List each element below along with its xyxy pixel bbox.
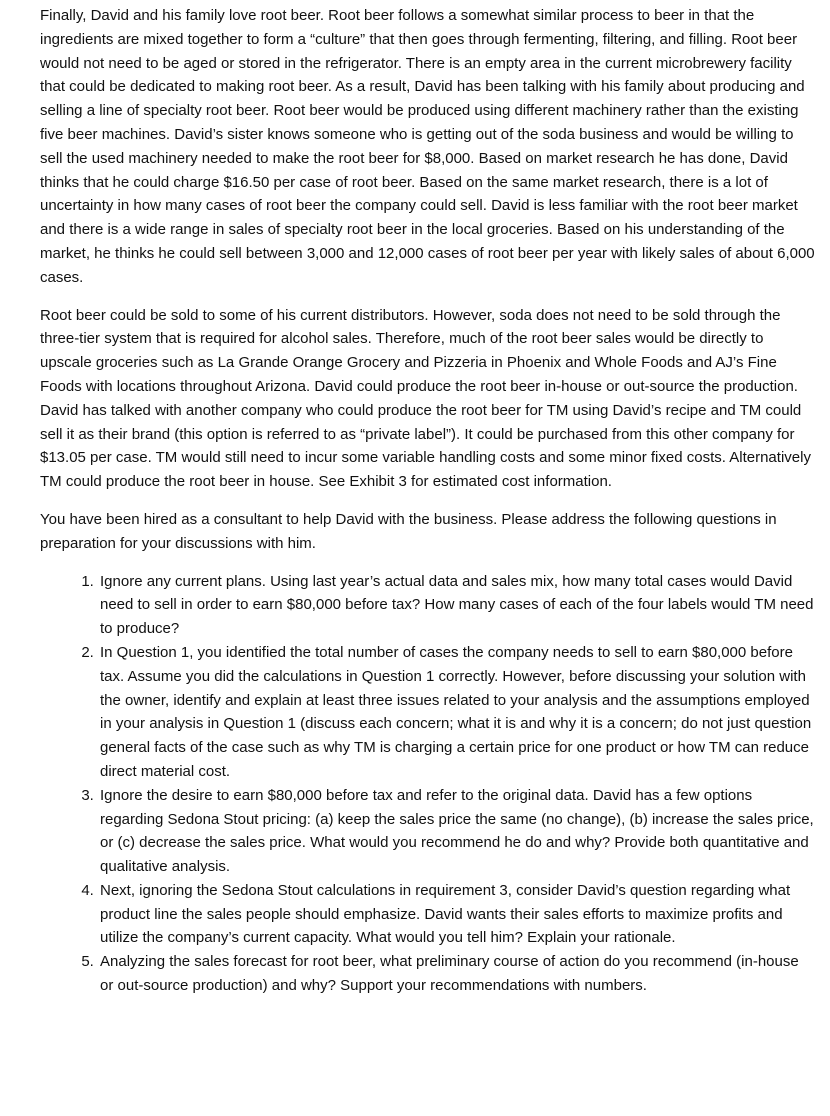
question-item: 2. In Question 1, you identified the total number of cases the company needs to sell to earn $80,000 before tax. Assume you did the calculations in Question 1 correctly. However, before discussing your solution with the owner, identify and explain at least three issues related to your analysis and the assumptions employed in your analysis in Question 1 (discuss each concern; what it is and why it is a concern; do not just question general facts of the case such as why TM is charging a certain price for one product or how TM can reduce direct material cost.: [98, 641, 816, 784]
question-item: 1. Ignore any current plans. Using last year’s actual data and sales mix, how many total cases would David need to sell in order to earn $80,000 before tax? How many cases of each of the four labels would TM need to produce?: [98, 570, 816, 641]
question-item: 5. Analyzing the sales forecast for root beer, what preliminary course of action do you recommend (in-house or out-source production) and why? Support your recommendations with numbers.: [98, 950, 816, 998]
questions-list: [40, 570, 816, 998]
question-item: 4. Next, ignoring the Sedona Stout calculations in requirement 3, consider David’s question regarding what product line the sales people should emphasize. David wants their sales efforts to maximize profits and utilize the company’s current capacity. What would you tell him? Explain your rationale.: [98, 879, 816, 950]
paragraph-root-beer-intro: Finally, David and his family love root beer. Root beer follows a somewhat similar process to beer in that the ingredients are mixed together to form a “culture” that then goes through fermenting, filtering, and filling. Root beer would not need to be aged or stored in the refrigerator. There is an empty area in the current microbrewery facility that could be dedicated to making root beer. As a result, David has been talking with his family about producing and selling a line of specialty root beer. Root beer would be produced using different machinery rather than the existing five beer machines. David’s sister knows someone who is getting out of the soda business and would be willing to sell the used machinery needed to make the root beer for $8,000. Based on market research he has done, David thinks that he could charge $16.50 per case of root beer. Based on the same market research, there is a lot of uncertainty in how many cases of root beer the company could sell. David is less familiar with the root beer market and there is a wide range in sales of specialty root beer in the local groceries. Based on his understanding of the market, he thinks he could sell between 3,000 and 12,000 cases of root beer per year with likely sales of about 6,000 cases.: [40, 7, 815, 286]
paragraph-root-beer-distribution: Root beer could be sold to some of his current distributors. However, soda does not need to be sold through the three-tier system that is required for alcohol sales. Therefore, much of the root beer sales would be directly to upscale groceries such as La Grande Orange Grocery and Pizzeria in Phoenix and Whole Foods and AJ’s Fine Foods with locations throughout Arizona. David could produce the root beer in-house or out-source the production. David has talked with another company who could produce the root beer for TM using David’s recipe and TM could sell it as their brand (this option is referred to as “private label”). It could be purchased from this other company for $13.05 per case. TM would still need to incur some variable handling costs and some minor fixed costs. Alternatively TM could produce the root beer in house. See Exhibit 3 for estimated cost information.: [40, 306, 811, 491]
paragraph-consultant-intro: You have been hired as a consultant to help David with the business. Please address the following questions in preparation for your discussions with him.: [40, 510, 777, 552]
question-item: 3. Ignore the desire to earn $80,000 before tax and refer to the original data. David has a few options regarding Sedona Stout pricing: (a) keep the sales price the same (no change), (b) increase the sales price, or (c) decrease the sales price. What would you recommend he do and why? Provide both quantitative and qualitative analysis.: [98, 784, 816, 879]
